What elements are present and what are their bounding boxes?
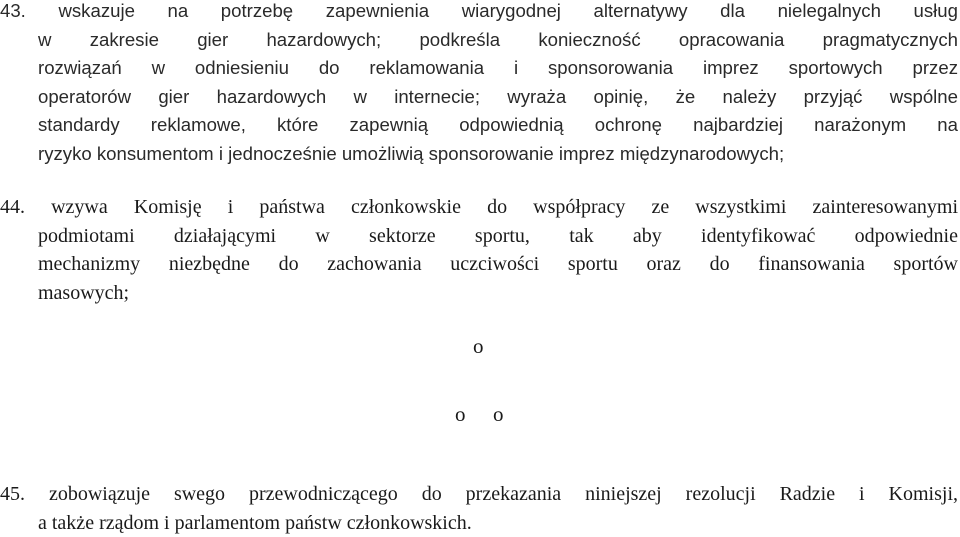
paragraph-line: 45. zobowiązuje swego przewodniczącego do przekazania niniejszej rezolucji Radzie i Komisji,: [0, 483, 959, 505]
paragraph-45: [0, 480, 958, 537]
separator-mark: o: [455, 402, 466, 426]
paragraph-line: ryzyko konsumentom i jednocześnie umożliwią sponsorowanie imprez międzynarodowych;: [38, 142, 785, 164]
paragraph-line: operatorów gier hazardowych w internecie; wyraża opinię, że należy przyjąć wspólne: [38, 85, 958, 107]
paragraph-line: podmiotami działającymi w sektorze sportu, tak aby identyfikować odpowiednie: [38, 224, 958, 247]
separator-mark: o: [493, 402, 504, 426]
paragraph-line: standardy reklamowe, które zapewnią odpowiednią ochronę najbardziej narażonym na: [38, 114, 958, 136]
paragraph-line: rozwiązań w odniesieniu do reklamowania i sponsorowania imprez sportowych przez: [38, 57, 958, 79]
separator-mark: o: [473, 334, 484, 358]
paragraph-number: 45.: [0, 483, 25, 505]
paragraph-line: 43. wskazuje na potrzebę zapewnienia wiarygodnej alternatywy dla nielegalnych usług: [0, 0, 958, 21]
paragraph-line: mechanizmy niezbędne do zachowania uczciwości sportu oraz do finansowania sportów: [38, 253, 958, 276]
paragraph-number: 43.: [0, 0, 26, 21]
paragraph-line: masowych;: [38, 281, 130, 304]
paragraph-line: 44. wzywa Komisję i państwa członkowskie do współpracy ze wszystkimi zainteresowanymi: [0, 196, 959, 218]
paragraph-number: 44.: [0, 196, 25, 218]
paragraph-44: [0, 193, 958, 307]
paragraph-line: a także rządom i parlamentom państw członkowskich.: [38, 511, 472, 534]
paragraph-line: w zakresie gier hazardowych; podkreśla konieczność opracowania pragmatycznych: [38, 28, 958, 50]
paragraph-43: [0, 0, 958, 169]
